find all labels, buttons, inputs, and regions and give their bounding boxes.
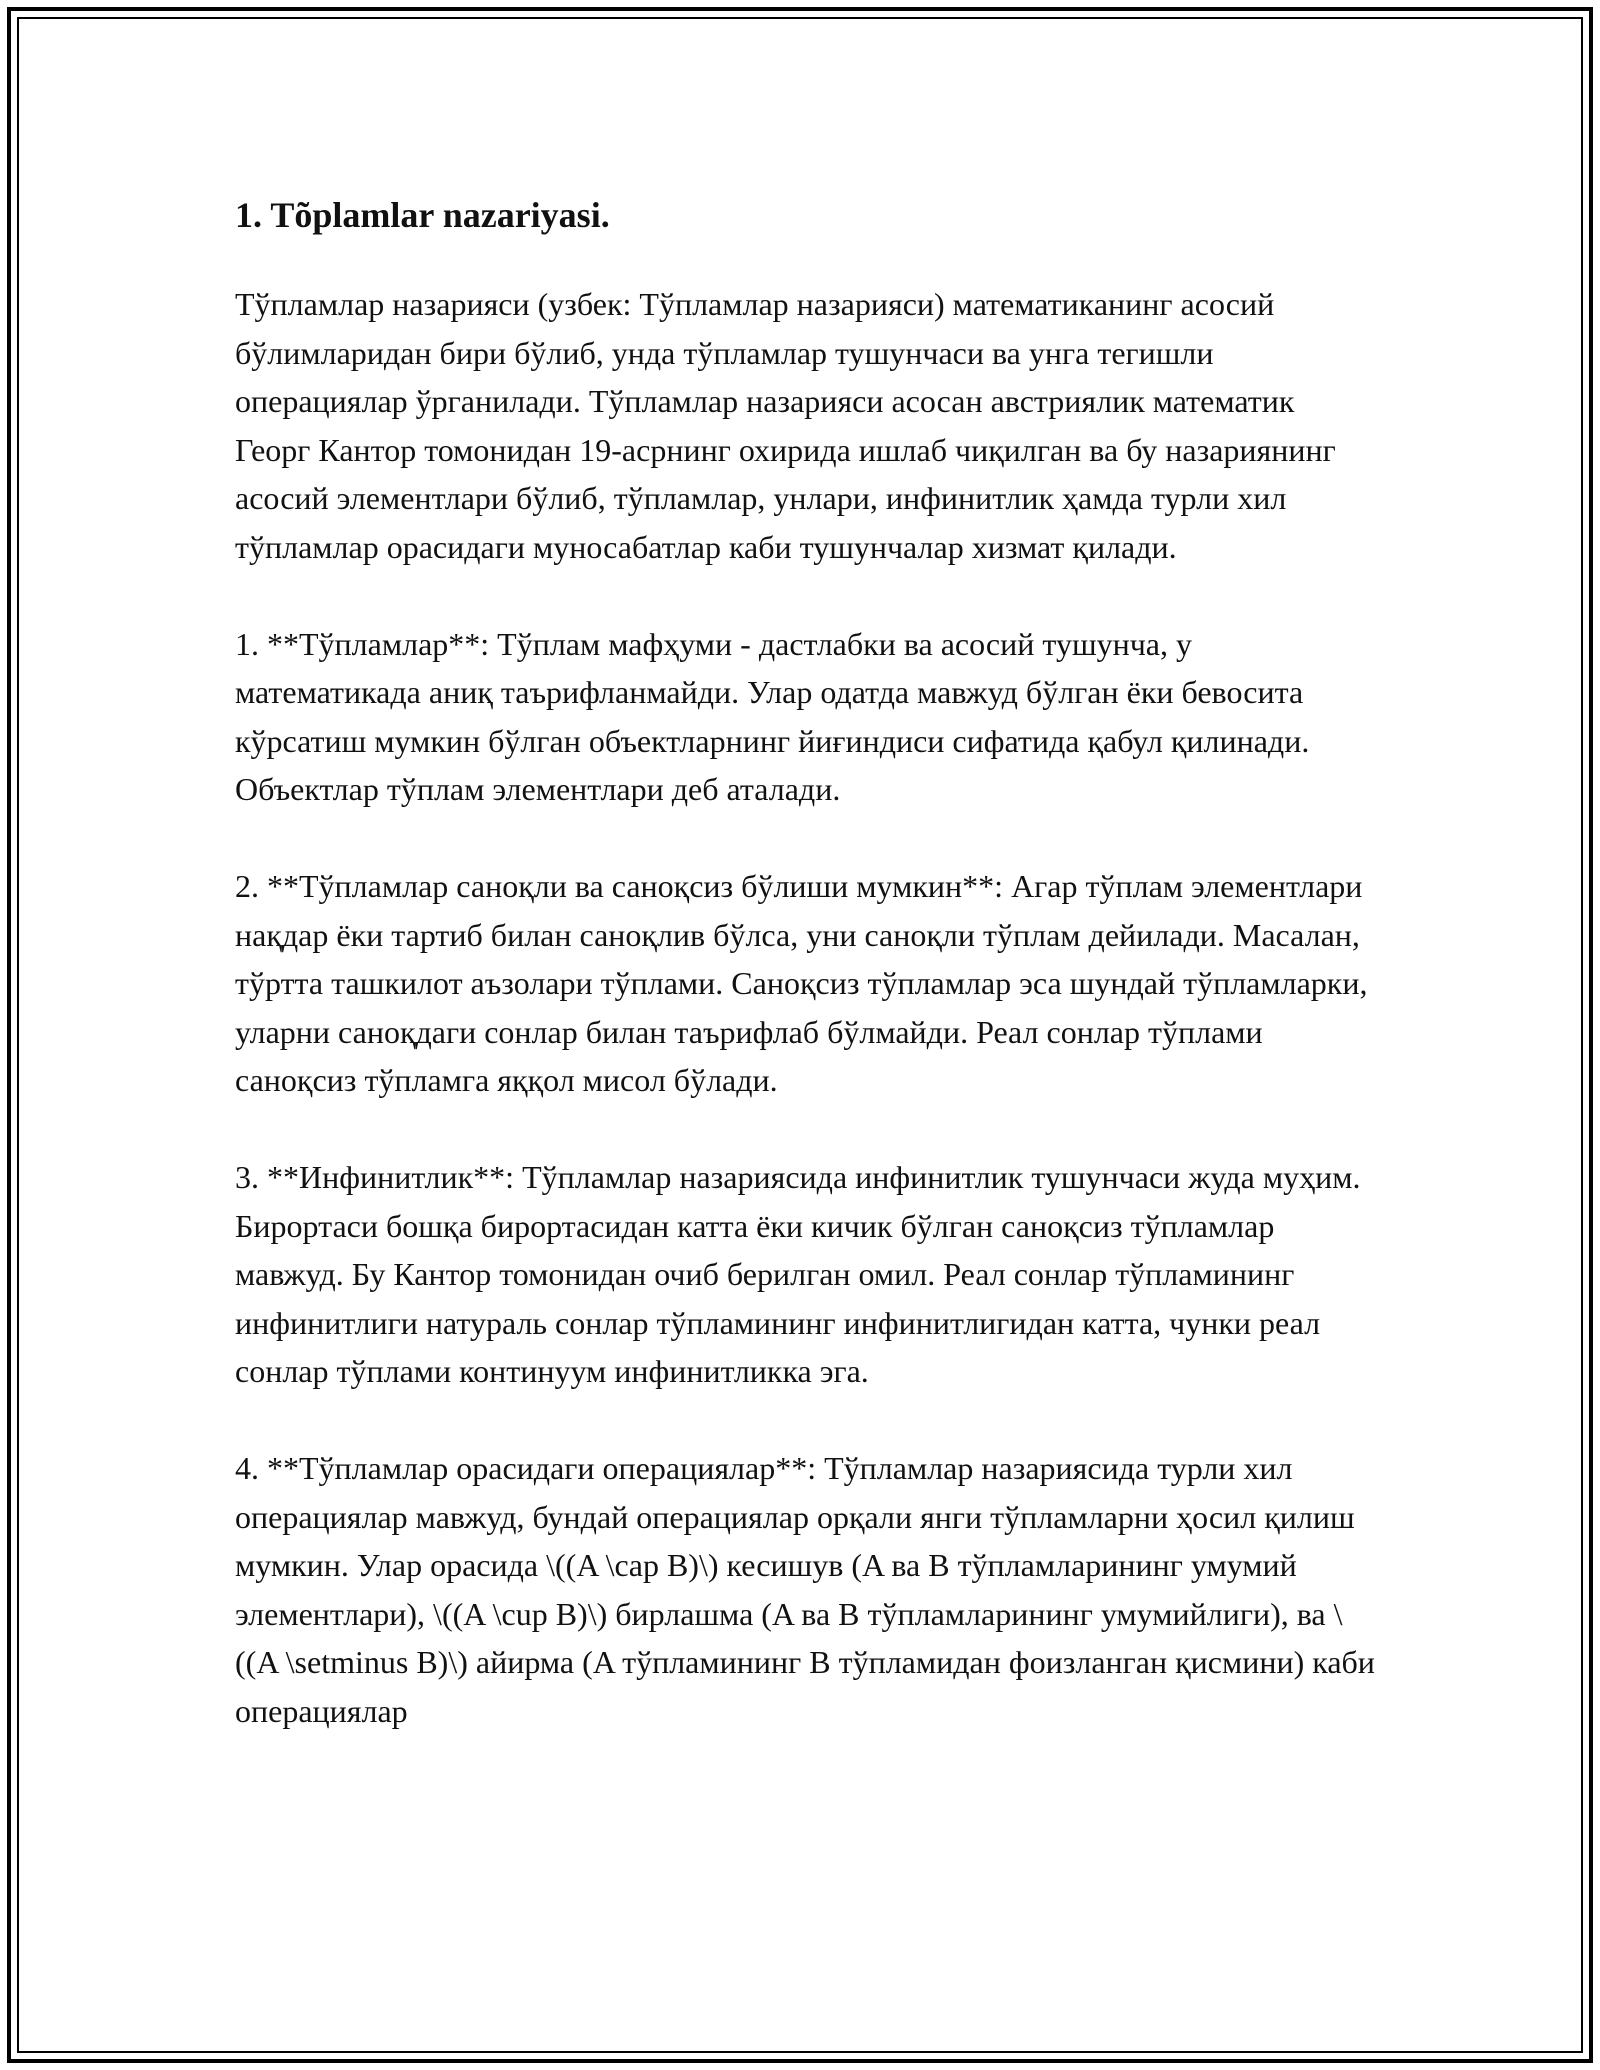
paragraph-sets: 1. **Тўпламлар**: Тўплам мафҳуми - дастлабки ва асосий тушунча, у математикада аниқ таърифланмайди. Улар одатда мавжуд бўлган ёки бевосита кўрсатиш мумкин бўлган объектларнинг йиғиндиси сифатида қабул қилинади. Объектлар тўплам элементлари деб аталади. [235, 625, 1310, 807]
document-title: 1. Tõplamlar nazariyasi. [235, 195, 610, 235]
paragraph-operations: 4. **Тўпламлар орасидаги операциялар**: Тўпламлар назариясида турли хил операциялар мавжуд, бундай операциялар орқали янги тўпламларни ҳосил қилиш мумкин. Улар орасида \((A \cap B)\) кесишув (A ва B тўпламларининг умумий элементлари), \((A \cup B)\) бирлашма (A ва B тўпламларининг умумийлиги), ва \((A \setminus B)\) айирма (A тўпламининг B тўпламидан фоизланган қисмини) каби операциялар [235, 1450, 1375, 1729]
paragraph-infinity: 3. **Инфинитлик**: Тўпламлар назариясида инфинитлик тушунчаси жуда муҳим. Бирортаси бошқа бирортасидан катта ёки кичик бўлган саноқсиз тўпламлар мавжуд. Бу Кантор томонидан очиб берилган омил. Реал сонлар тўпламининг инфинитлиги натураль сонлар тўпламининг инфинитлигидан катта, чунки реал сонлар тўплами континуум инфинитликка эга. [235, 1159, 1361, 1389]
document-body [235, 190, 1375, 1784]
paragraph-countable: 2. **Тўпламлар саноқли ва саноқсиз бўлиши мумкин**: Агар тўплам элементлари нақдар ёки тартиб билан саноқлив бўлса, уни саноқли тўплам дейилади. Масалан, тўртта ташкилот аъзолари тўплами. Саноқсиз тўпламлар эса шундай тўпламларки, уларни саноқдаги сонлар билан таърифлаб бўлмайди. Реал сонлар тўплами саноқсиз тўпламга яққол мисол бўлади. [235, 868, 1368, 1098]
intro-paragraph: Тўпламлар назарияси (узбек: Тўпламлар назарияси) математиканинг асосий бўлимларидан бири бўлиб, унда тўпламлар тушунчаси ва унга тегишли операциялар ўрганилади. Тўпламлар назарияси асосан австриялик математик Георг Кантор томонидан 19-асрнинг охирида ишлаб чиқилган ва бу назариянинг асосий элементлари бўлиб, тўпламлар, унлари, инфинитлик ҳамда турли хил тўпламлар орасидаги муносабатлар каби тушунчалар хизмат қилади. [235, 286, 1336, 565]
